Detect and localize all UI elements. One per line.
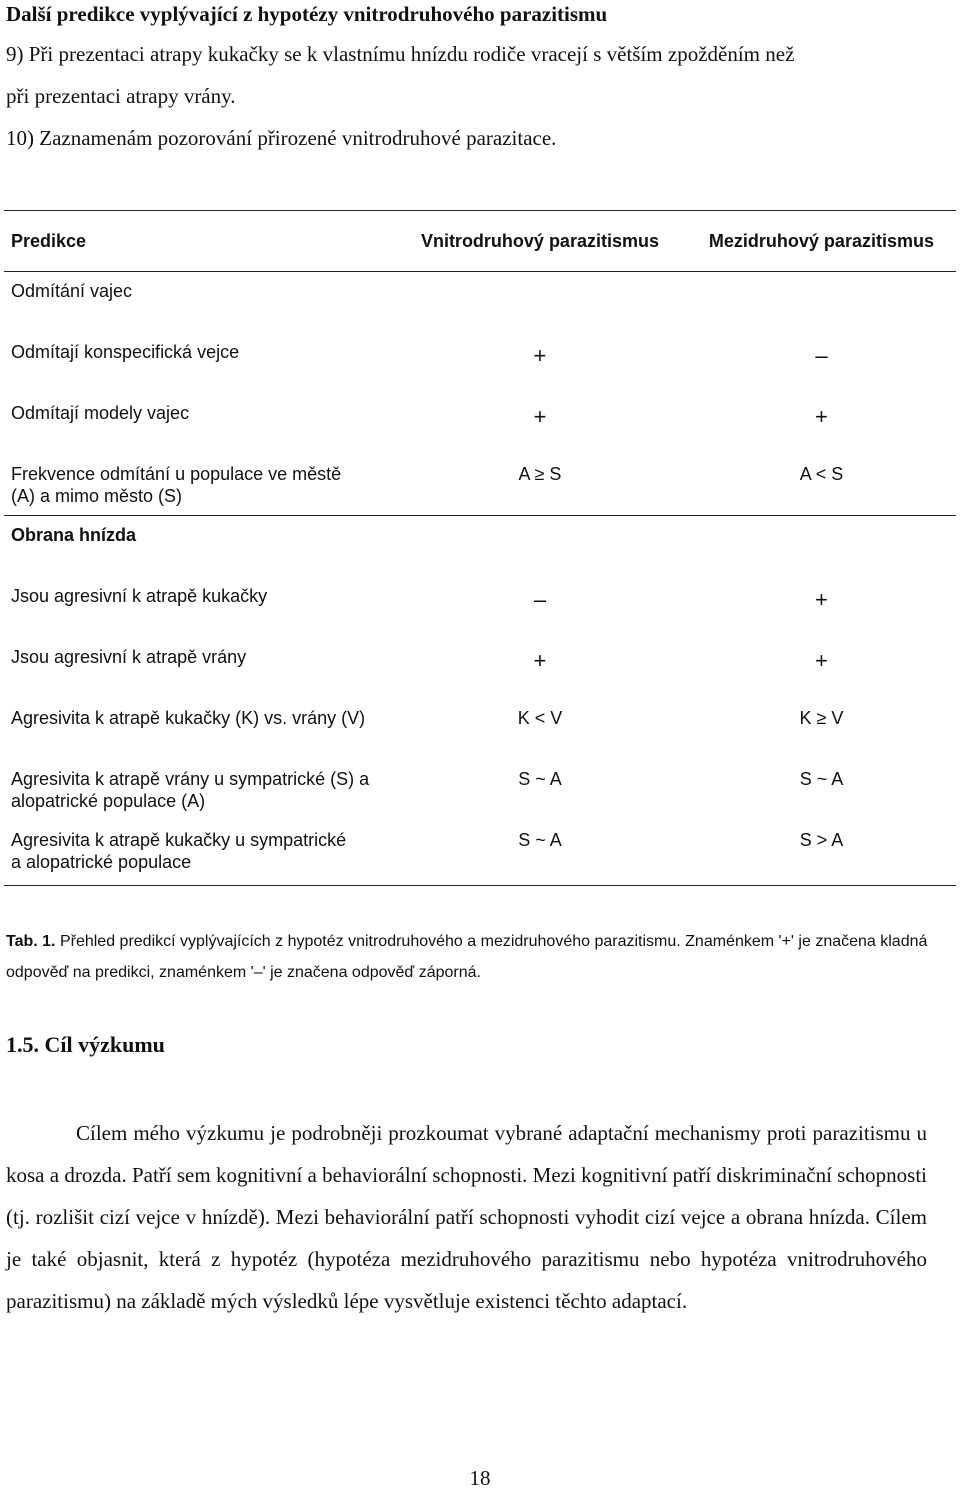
section-row-obrana (4, 516, 956, 577)
section-label-obrana: Obrana hnízda (11, 525, 137, 545)
table-row (4, 699, 956, 760)
row-value-inter: A < S (799, 463, 844, 484)
section-row-odmitani (4, 272, 956, 333)
row-label: Agresivita k atrapě vrány u sympatrické (S) a alopatrické populace (A) (11, 768, 370, 811)
table-row (4, 577, 956, 638)
intro-line-2: při prezentaci atrapy vrány. (6, 84, 236, 108)
row-label: Agresivita k atrapě kukačky (K) vs. vrány (V) (11, 707, 366, 728)
header-mezidruhovy: Mezidruhový parazitismus (687, 211, 956, 272)
row-label: Odmítají modely vajec (11, 402, 190, 423)
row-label: Agresivita k atrapě kukačky u sympatrické a alopatrické populace (11, 829, 347, 872)
table-caption (6, 926, 946, 988)
row-label: Frekvence odmítání u populace ve městě (A) a mimo město (S) (11, 463, 342, 506)
table-row (4, 455, 956, 516)
table-header-row (4, 211, 956, 272)
row-value-inter: + (815, 403, 828, 429)
table-row (4, 760, 956, 821)
row-value-inter: – (815, 342, 828, 368)
row-value-intra: A ≥ S (518, 463, 562, 484)
page-number: 18 (469, 1466, 491, 1490)
row-value-inter: K ≥ V (799, 707, 844, 728)
header-predikce: Predikce (4, 211, 393, 272)
table-row (4, 394, 956, 455)
section-label-odmitani: Odmítání vajec (11, 281, 133, 301)
row-value-intra: + (533, 647, 547, 673)
page-heading: Další predikce vyplývající z hypotézy vnitrodruhového parazitismu (6, 2, 608, 26)
table-row (4, 821, 956, 886)
row-value-inter: + (815, 586, 828, 612)
row-value-inter: S ~ A (799, 768, 844, 789)
row-value-intra: S ~ A (518, 768, 562, 789)
predictions-table (4, 210, 956, 886)
row-value-inter: + (815, 647, 828, 673)
table-row (4, 333, 956, 394)
row-value-intra: + (533, 403, 547, 429)
intro-line-1: 9) Při prezentaci atrapy kukačky se k vlastnímu hnízdu rodiče vracejí s větším zpožděním než (6, 42, 795, 66)
body-paragraph: Cílem mého výzkumu je podrobněji prozkoumat vybrané adaptační mechanismy proti parazitismu u kosa a drozda. Patří sem kognitivní a behaviorální schopnosti. Mezi kognitivní patří diskriminační schopnosti (tj. rozlišit cizí vejce v hnízdě). Mezi behaviorální patří schopnosti vyhodit cizí vejce a obrana hnízda. Cílem je také objasnit, která z hypotéz (hypotéza mezidruhového parazitismu nebo hypotéza vnitrodruhového parazitismu) na základě mých výsledků lépe vysvětluje existenci těchto adaptací. (6, 1121, 927, 1313)
caption-label: Tab. 1. (6, 933, 56, 950)
row-label: Jsou agresivní k atrapě kukačky (11, 585, 268, 606)
row-value-inter: S > A (799, 829, 844, 850)
row-value-intra: S ~ A (518, 829, 562, 850)
section-title: 1.5. Cíl výzkumu (6, 1032, 165, 1057)
row-value-intra: K < V (517, 707, 563, 728)
table-row (4, 638, 956, 699)
row-value-intra: – (533, 586, 547, 612)
intro-line-3: 10) Zaznamenám pozorování přirozené vnitrodruhové parazitace. (6, 126, 557, 150)
header-vnitrodruhovy: Vnitrodruhový parazitismus (393, 211, 687, 272)
row-label: Jsou agresivní k atrapě vrány (11, 646, 247, 667)
row-value-intra: + (533, 342, 547, 368)
row-label: Odmítají konspecifická vejce (11, 341, 240, 362)
caption-text: Přehled predikcí vyplývajících z hypotéz vnitrodruhového a mezidruhového parazitismu. Znaménkem '+' je značena kladná odpověď na predikci, znaménkem '–' je značena odpověď záporná. (6, 933, 928, 981)
